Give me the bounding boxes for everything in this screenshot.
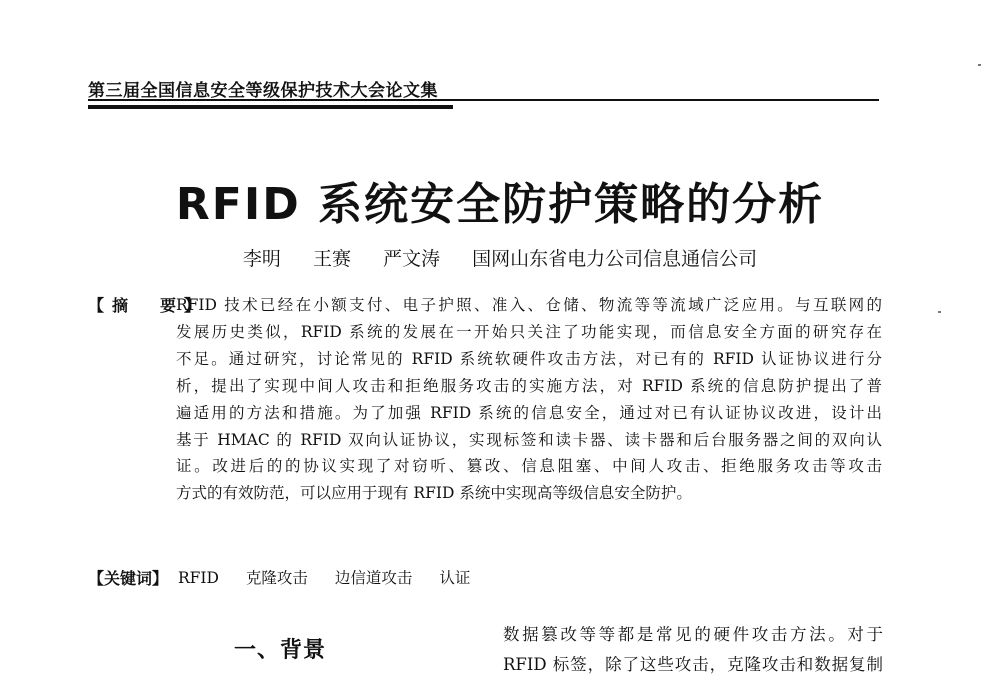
author-affiliation: 国网山东省电力公司信息通信公司 — [472, 248, 758, 270]
keyword: RFID — [178, 569, 219, 587]
paper-title: RFID 系统安全防护策略的分析 — [175, 179, 825, 230]
keyword: 克隆攻击 — [245, 569, 308, 587]
abstract-label: 【摘 要】 — [88, 296, 209, 315]
keyword: 边信道攻击 — [334, 569, 413, 587]
body-text-right-column — [503, 620, 883, 680]
abstract-line: 析，提出了实现中间人攻击和拒绝服务攻击的实施方法，对 RFID 系统的信息防护提出了普 — [176, 376, 882, 395]
abstract-line: 方式的有效防范，可以应用于现有 RFID 系统中实现高等级信息安全防护。 — [176, 484, 692, 503]
header-rule — [88, 99, 879, 101]
author-name: 王赛 — [312, 248, 351, 270]
header-rule-thick — [88, 105, 453, 109]
abstract-line: RFID 技术已经在小额支付、电子护照、准入、仓储、物流等等流域广泛应用。与互联网的 — [176, 296, 882, 314]
abstract-line: 遍适用的方法和措施。为了加强 RFID 系统的信息安全，通过对已有认证协议改进，设计出 — [176, 403, 882, 422]
running-header: 第三届全国信息安全等级保护技术大会论文集 — [88, 81, 438, 101]
author-name: 李明 — [242, 248, 281, 270]
abstract-line: 发展历史类似，RFID 系统的发展在一开始只关注了功能实现，而信息安全方面的研究存在 — [176, 322, 882, 341]
author-name: 严文涛 — [383, 248, 441, 270]
scan-speck — [938, 311, 941, 313]
body-line: 数据篡改等等都是常见的硬件攻击方法。对于 — [503, 625, 883, 644]
abstract-line: 不足。通过研究，讨论常见的 RFID 系统软硬件攻击方法，对已有的 RFID 认证协议进行分 — [176, 349, 882, 368]
abstract-body — [176, 292, 882, 507]
keywords-list — [178, 566, 492, 588]
abstract-line: 证。改进后的的协议实现了对窃听、篡改、信息阻塞、中间人攻击、拒绝服务攻击等攻击 — [176, 457, 882, 476]
keyword: 认证 — [439, 569, 471, 587]
abstract-line: 基于 HMAC 的 RFID 双向认证协议，实现标签和读卡器、读卡器和后台服务器之间的双向认 — [176, 430, 882, 449]
keywords-label: 【关键词】 — [88, 569, 169, 588]
scan-speck — [978, 64, 981, 66]
author-line — [0, 244, 1000, 271]
body-line: RFID 标签，除了这些攻击，克隆攻击和数据复制 — [503, 655, 883, 674]
section-heading: 一、背景 — [234, 638, 327, 663]
